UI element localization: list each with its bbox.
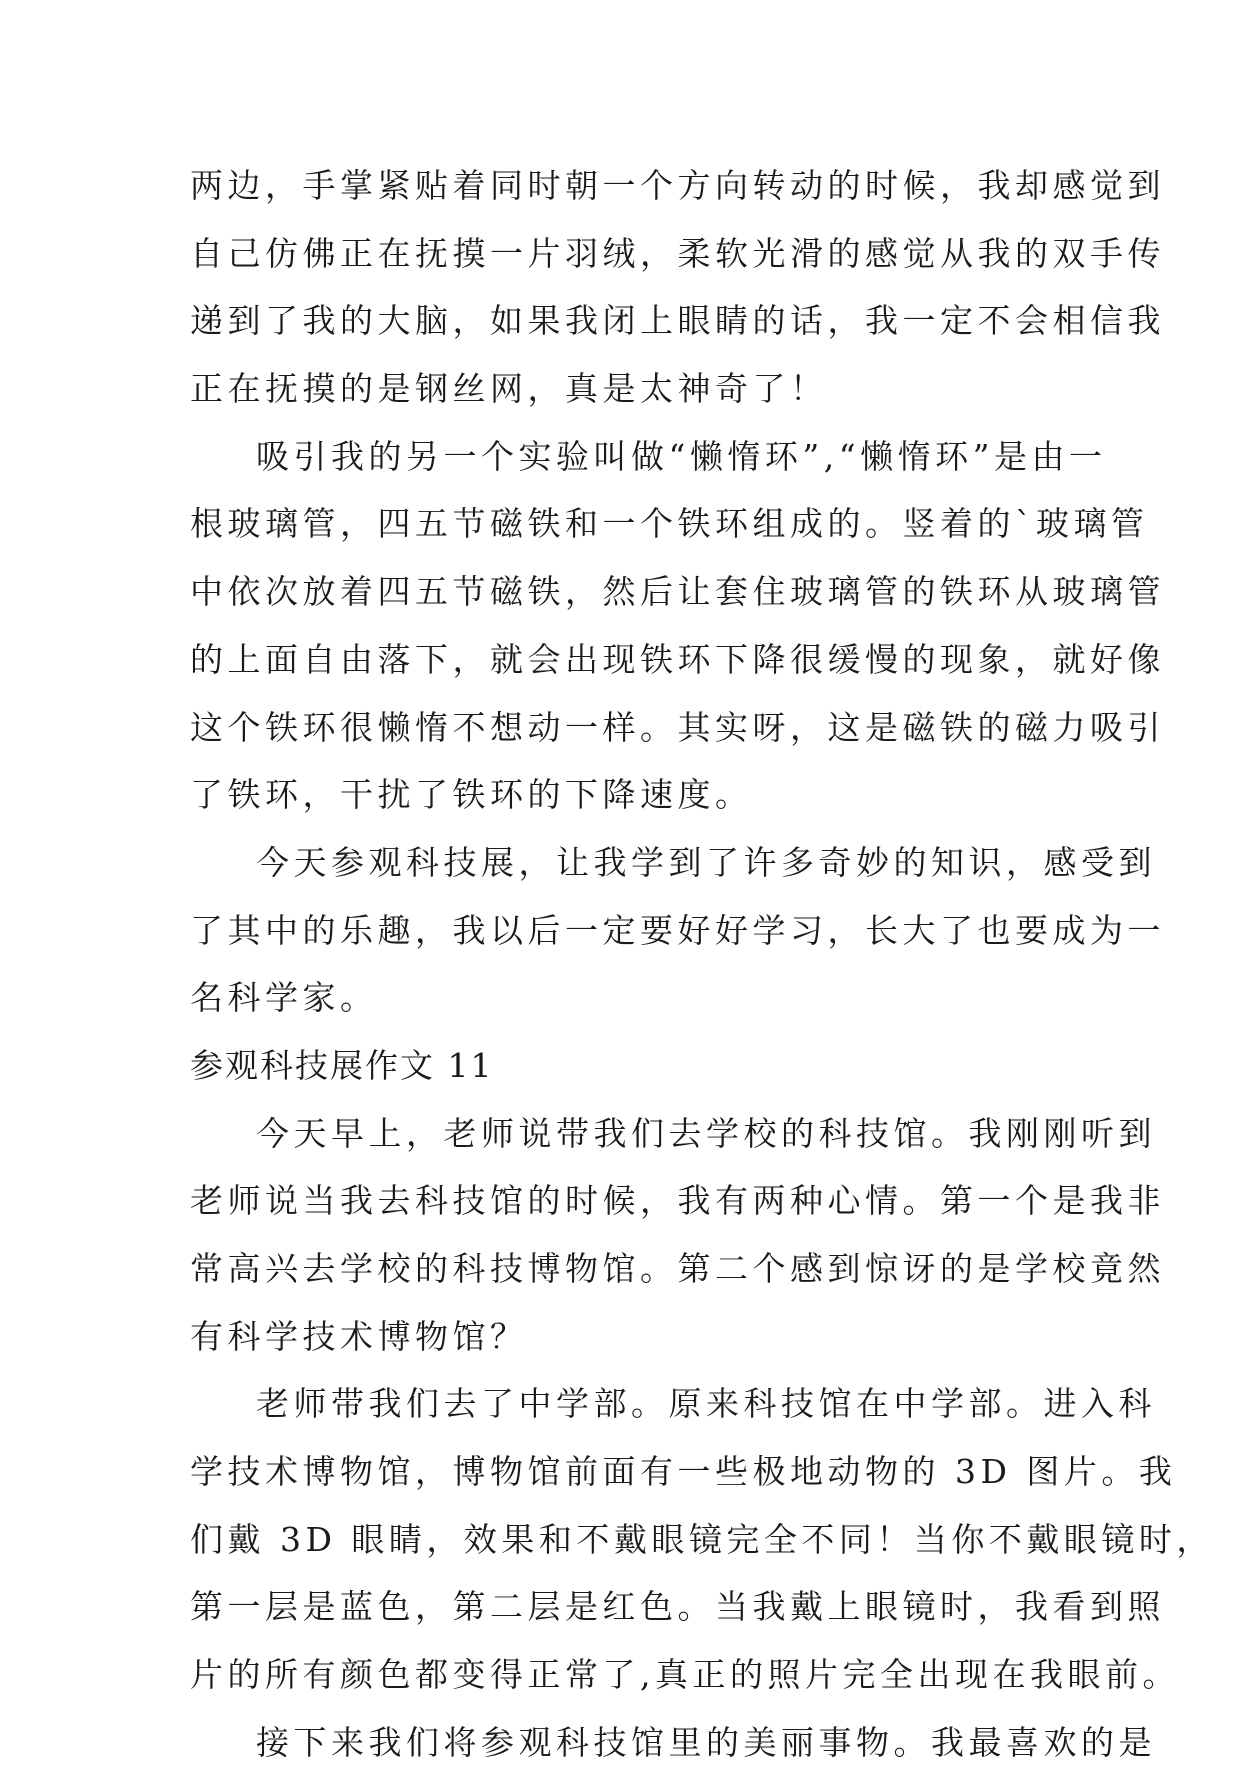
paragraph-line: 片的所有颜色都变得正常了,真正的照片完全出现在我眼前。 — [190, 1655, 1180, 1695]
section-heading: 参观科技展作文 11 — [190, 1045, 494, 1085]
paragraph-first-line: 今天早上，老师说带我们去学校的科技馆。我刚刚听到 — [256, 1113, 1156, 1153]
paragraph-line: 这个铁环很懒惰不想动一样。其实呀，这是磁铁的磁力吸引 — [190, 707, 1165, 747]
paragraph-line: 递到了我的大脑，如果我闭上眼睛的话，我一定不会相信我 — [190, 301, 1165, 341]
paragraph-line: 们戴 3D 眼睛，效果和不戴眼镜完全不同！当你不戴眼镜时， — [190, 1519, 1214, 1559]
paragraph-line: 了其中的乐趣，我以后一定要好好学习，长大了也要成为一 — [190, 910, 1165, 950]
paragraph-line: 两边，手掌紧贴着同时朝一个方向转动的时候，我却感觉到 — [190, 166, 1165, 205]
paragraph-first-line: 吸引我的另一个实验叫做“懒惰环”,“懒惰环”是由一 — [256, 436, 1107, 476]
paragraph-line: 正在抚摸的是钢丝网，真是太神奇了！ — [190, 369, 828, 409]
paragraph-line: 有科学技术博物馆？ — [190, 1316, 528, 1356]
paragraph-line: 根玻璃管，四五节磁铁和一个铁环组成的。竖着的`玻璃管 — [190, 504, 1149, 544]
paragraph-line: 老师说当我去科技馆的时候，我有两种心情。第一个是我非 — [190, 1181, 1165, 1221]
paragraph-line: 了铁环，干扰了铁环的下降速度。 — [190, 775, 753, 815]
paragraph-line: 常高兴去学校的科技博物馆。第二个感到惊讶的是学校竟然 — [190, 1249, 1165, 1288]
paragraph-line: 的上面自由落下，就会出现铁环下降很缓慢的现象，就好像 — [190, 639, 1165, 679]
paragraph-line: 第一层是蓝色，第二层是红色。当我戴上眼镜时，我看到照 — [190, 1587, 1165, 1627]
paragraph-line: 自己仿佛正在抚摸一片羽绒，柔软光滑的感觉从我的双手传 — [190, 233, 1165, 273]
paragraph-first-line: 接下来我们将参观科技馆里的美丽事物。我最喜欢的是 — [256, 1722, 1156, 1762]
paragraph-line: 学技术博物馆，博物馆前面有一些极地动物的 3D 图片。我 — [190, 1452, 1177, 1492]
paragraph-line: 中依次放着四五节磁铁，然后让套住玻璃管的铁环从玻璃管 — [190, 572, 1165, 612]
paragraph-first-line: 老师带我们去了中学部。原来科技馆在中学部。进入科 — [256, 1384, 1156, 1424]
paragraph-first-line: 今天参观科技展，让我学到了许多奇妙的知识，感受到 — [256, 842, 1156, 882]
essay-text — [190, 152, 1214, 1777]
paragraph-line: 名科学家。 — [190, 978, 378, 1018]
